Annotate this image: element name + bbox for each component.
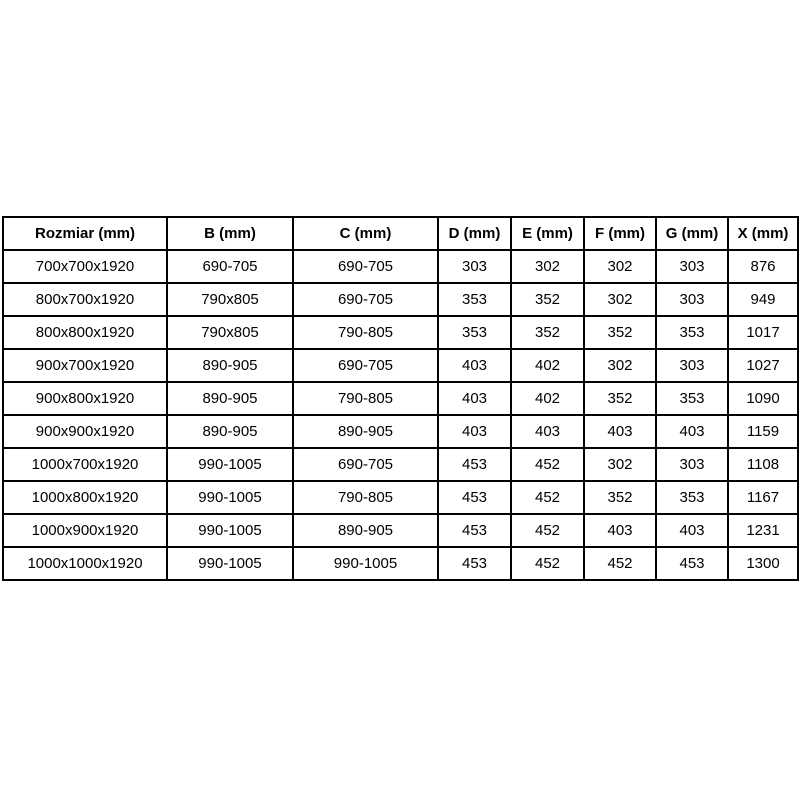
table-cell-b: 990-1005	[167, 448, 293, 481]
table-cell-rozmiar: 800x700x1920	[3, 283, 167, 316]
table-cell-rozmiar: 1000x900x1920	[3, 514, 167, 547]
column-header-c: C (mm)	[293, 217, 438, 250]
table-cell-d: 453	[438, 547, 511, 580]
table-cell-d: 403	[438, 415, 511, 448]
table-cell-g: 303	[656, 349, 728, 382]
table-cell-x: 1017	[728, 316, 798, 349]
table-cell-d: 453	[438, 481, 511, 514]
table-cell-rozmiar: 900x700x1920	[3, 349, 167, 382]
table-cell-rozmiar: 1000x1000x1920	[3, 547, 167, 580]
table-cell-e: 302	[511, 250, 584, 283]
table-cell-x: 1167	[728, 481, 798, 514]
table-cell-c: 790-805	[293, 481, 438, 514]
table-cell-x: 1027	[728, 349, 798, 382]
table-row	[3, 448, 798, 481]
column-header-x: X (mm)	[728, 217, 798, 250]
table-cell-e: 403	[511, 415, 584, 448]
table-cell-f: 452	[584, 547, 656, 580]
table-cell-b: 990-1005	[167, 481, 293, 514]
table-cell-rozmiar: 1000x700x1920	[3, 448, 167, 481]
table-cell-b: 790x805	[167, 283, 293, 316]
table-cell-x: 1159	[728, 415, 798, 448]
table-cell-f: 302	[584, 448, 656, 481]
table-row	[3, 283, 798, 316]
table-row	[3, 547, 798, 580]
table-cell-c: 690-705	[293, 250, 438, 283]
table-cell-d: 453	[438, 514, 511, 547]
dimensions-table-container	[2, 216, 799, 581]
table-cell-e: 402	[511, 349, 584, 382]
table-body	[3, 250, 798, 580]
column-header-f: F (mm)	[584, 217, 656, 250]
table-cell-c: 790-805	[293, 382, 438, 415]
table-row	[3, 415, 798, 448]
table-cell-c: 790-805	[293, 316, 438, 349]
table-cell-rozmiar: 800x800x1920	[3, 316, 167, 349]
table-cell-g: 353	[656, 481, 728, 514]
table-cell-g: 353	[656, 316, 728, 349]
table-cell-g: 453	[656, 547, 728, 580]
table-cell-d: 353	[438, 283, 511, 316]
table-cell-b: 890-905	[167, 349, 293, 382]
table-cell-e: 452	[511, 448, 584, 481]
table-cell-g: 303	[656, 250, 728, 283]
column-header-d: D (mm)	[438, 217, 511, 250]
table-cell-d: 453	[438, 448, 511, 481]
table-cell-f: 302	[584, 349, 656, 382]
table-cell-c: 890-905	[293, 514, 438, 547]
table-cell-e: 352	[511, 316, 584, 349]
column-header-e: E (mm)	[511, 217, 584, 250]
table-cell-f: 403	[584, 514, 656, 547]
table-cell-f: 352	[584, 382, 656, 415]
table-cell-x: 1108	[728, 448, 798, 481]
column-header-b: B (mm)	[167, 217, 293, 250]
column-header-g: G (mm)	[656, 217, 728, 250]
table-cell-b: 890-905	[167, 415, 293, 448]
table-row	[3, 514, 798, 547]
table-cell-rozmiar: 1000x800x1920	[3, 481, 167, 514]
table-cell-c: 890-905	[293, 415, 438, 448]
table-cell-e: 402	[511, 382, 584, 415]
table-cell-f: 403	[584, 415, 656, 448]
table-cell-x: 1231	[728, 514, 798, 547]
table-cell-x: 1090	[728, 382, 798, 415]
table-row	[3, 382, 798, 415]
table-cell-x: 949	[728, 283, 798, 316]
table-row	[3, 349, 798, 382]
table-cell-rozmiar: 900x900x1920	[3, 415, 167, 448]
table-cell-rozmiar: 700x700x1920	[3, 250, 167, 283]
table-cell-d: 353	[438, 316, 511, 349]
table-cell-g: 303	[656, 448, 728, 481]
table-cell-b: 890-905	[167, 382, 293, 415]
table-cell-f: 352	[584, 481, 656, 514]
column-header-rozmiar: Rozmiar (mm)	[3, 217, 167, 250]
table-cell-g: 403	[656, 514, 728, 547]
table-cell-c: 690-705	[293, 283, 438, 316]
table-row	[3, 481, 798, 514]
table-header	[3, 217, 798, 250]
table-row	[3, 250, 798, 283]
table-cell-x: 876	[728, 250, 798, 283]
table-cell-f: 352	[584, 316, 656, 349]
table-cell-c: 990-1005	[293, 547, 438, 580]
table-cell-d: 403	[438, 349, 511, 382]
table-cell-d: 403	[438, 382, 511, 415]
table-cell-f: 302	[584, 283, 656, 316]
table-cell-c: 690-705	[293, 448, 438, 481]
table-cell-b: 990-1005	[167, 547, 293, 580]
table-header-row	[3, 217, 798, 250]
table-cell-rozmiar: 900x800x1920	[3, 382, 167, 415]
table-cell-e: 452	[511, 547, 584, 580]
table-cell-e: 352	[511, 283, 584, 316]
table-cell-b: 990-1005	[167, 514, 293, 547]
table-cell-b: 790x805	[167, 316, 293, 349]
table-cell-b: 690-705	[167, 250, 293, 283]
table-cell-g: 303	[656, 283, 728, 316]
dimensions-table	[2, 216, 799, 581]
table-cell-e: 452	[511, 481, 584, 514]
table-cell-g: 403	[656, 415, 728, 448]
table-cell-c: 690-705	[293, 349, 438, 382]
table-row	[3, 316, 798, 349]
table-cell-d: 303	[438, 250, 511, 283]
table-cell-e: 452	[511, 514, 584, 547]
table-cell-x: 1300	[728, 547, 798, 580]
table-cell-f: 302	[584, 250, 656, 283]
table-cell-g: 353	[656, 382, 728, 415]
